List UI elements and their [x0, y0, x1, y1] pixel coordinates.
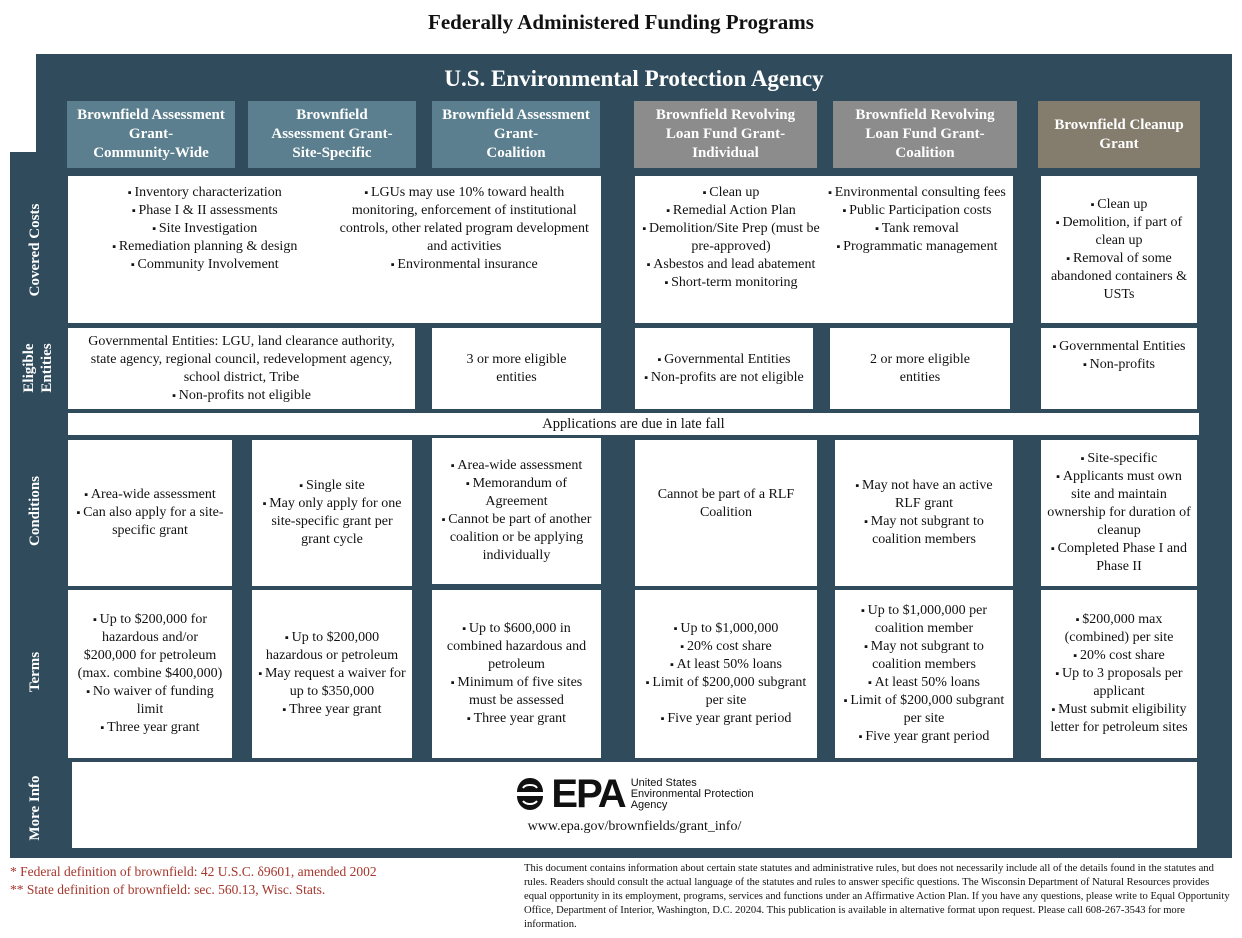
eligible-cleanup: ▪ Governmental Entities ▪ Non-profits — [1041, 328, 1197, 409]
epa-logo — [515, 774, 753, 814]
epa-wordmark: EPA — [551, 772, 625, 816]
conditions-rlf-coalition: ▪ May not have an active RLF grant ▪ May not subgrant to coalition members — [835, 440, 1013, 586]
epa-flower-icon — [515, 776, 545, 812]
terms-site-specific: ▪ Up to $200,000 hazardous or petroleum ▪ May request a waiver for up to $350,000 ▪ Three year grant — [252, 590, 412, 758]
eligible-rlf-coalition: 2 or more eligible entities — [830, 328, 1010, 409]
applications-due-banner: Applications are due in late fall — [68, 413, 1199, 435]
covered-costs-cleanup: ▪ Clean up ▪ Demolition, if part of clean up ▪ Removal of some abandoned containers & USTs — [1041, 176, 1197, 323]
conditions-community-wide: ▪ Area-wide assessment ▪ Can also apply for a site- specific grant — [68, 440, 232, 586]
conditions-rlf-individual: Cannot be part of a RLF Coalition — [635, 440, 817, 586]
agency-title: U.S. Environmental Protection Agency — [444, 66, 824, 91]
header-assessment-coalition: Brownfield Assessment Grant- Coalition — [432, 101, 600, 168]
footnote-state: ** State definition of brownfield: sec. 560.13, Wisc. Stats. — [10, 882, 326, 897]
covered-costs-assessment: ▪ Inventory characterization ▪ Phase I & II assessments ▪ Site Investigation ▪ Remediation planning & design ▪ Community Involvement ▪ LGUs may use 10% toward health monitoring, enforcement of institutional controls, other related program development and activities ▪ Environmental insurance — [68, 176, 601, 323]
eligible-coalition: 3 or more eligible entities — [432, 328, 601, 409]
footnote-federal: * Federal definition of brownfield: 42 U.S.C. δ9601, amended 2002 — [10, 864, 377, 879]
more-info-box — [72, 762, 1197, 848]
row-label-terms: Terms — [27, 651, 43, 693]
row-label-conditions: Conditions — [27, 475, 43, 547]
conditions-cleanup: ▪ Site-specific ▪ Applicants must own site and maintain ownership for duration of cleanup ▪ Completed Phase I and Phase II — [1041, 440, 1197, 586]
terms-cleanup: ▪ $200,000 max (combined) per site ▪ 20% cost share ▪ Up to 3 proposals per applicant ▪ Must submit eligibility letter for petroleum sites — [1041, 590, 1197, 758]
disclaimer-text: This document contains information about certain state statutes and administrative rules, but does not necessarily include all of the details found in the statutes and rules. Readers should consult the actual language of the statutes and rules to answer specific questions. The Wisconsin Department of Natural Resources provides equal opportunity in its employment, programs, services and functions under an Affirmative Action Plan. If you have any questions, please write to Equal Opportunity Office, Department of Interior, Washington, D.C. 20204. This publication is available in alternative format upon request. Please call 608-267-3543 for more information. — [524, 863, 1230, 930]
more-info-url[interactable]: www.epa.gov/brownfields/grant_info/ — [527, 819, 742, 834]
covered-costs-rlf: ▪ Clean up ▪ Remedial Action Plan ▪ Demolition/Site Prep (must be pre-approved) ▪ Asbestos and lead abatement ▪ Short-term monitoring ▪ Environmental consulting fees ▪ Public Participation costs ▪ Tank removal ▪ Programmatic management — [635, 176, 1013, 323]
header-assessment-site: Brownfield Assessment Grant- Site-Specific — [248, 101, 416, 168]
eligible-rlf-individual: ▪ Governmental Entities ▪ Non-profits are not eligible — [635, 328, 813, 409]
header-cleanup: Brownfield Cleanup Grant — [1038, 101, 1200, 168]
header-rlf-individual: Brownfield Revolving Loan Fund Grant- Individual — [634, 101, 817, 168]
row-label-covered-costs: Covered Costs — [27, 203, 43, 297]
epa-agency-name: United States Environmental Protection Agency — [630, 776, 754, 811]
terms-community-wide: ▪ Up to $200,000 for hazardous and/or $200,000 for petroleum (max. combine $400,000) ▪ No waiver of funding limit ▪ Three year grant — [68, 590, 232, 758]
terms-rlf-coalition: ▪ Up to $1,000,000 per coalition member ▪ May not subgrant to coalition members ▪ At least 50% loans ▪ Limit of $200,000 subgrant per site ▪ Five year grant period — [835, 590, 1013, 758]
conditions-site-specific: ▪ Single site ▪ May only apply for one site-specific grant per grant cycle — [252, 440, 412, 586]
terms-rlf-individual: ▪ Up to $1,000,000 ▪ 20% cost share ▪ At least 50% loans ▪ Limit of $200,000 subgrant per site ▪ Five year grant period — [635, 590, 817, 758]
page-title: Federally Administered Funding Programs — [428, 10, 814, 34]
conditions-coalition: ▪ Area-wide assessment ▪ Memorandum of Agreement ▪ Cannot be part of another coalition or be applying individually — [432, 438, 601, 584]
row-label-more-info: More Info — [27, 775, 43, 841]
header-rlf-coalition: Brownfield Revolving Loan Fund Grant- Coalition — [833, 101, 1017, 168]
row-label-eligible-entities: Eligible Entities — [21, 343, 55, 393]
header-assessment-community: Brownfield Assessment Grant- Community-Wide — [67, 101, 235, 168]
terms-coalition: ▪ Up to $600,000 in combined hazardous and petroleum ▪ Minimum of five sites must be assessed ▪ Three year grant — [432, 590, 601, 758]
eligible-assessment: Governmental Entities: LGU, land clearance authority, state agency, regional council, redevelopment agency, school district, Tribe ▪ Non-profits not eligible — [68, 328, 415, 409]
